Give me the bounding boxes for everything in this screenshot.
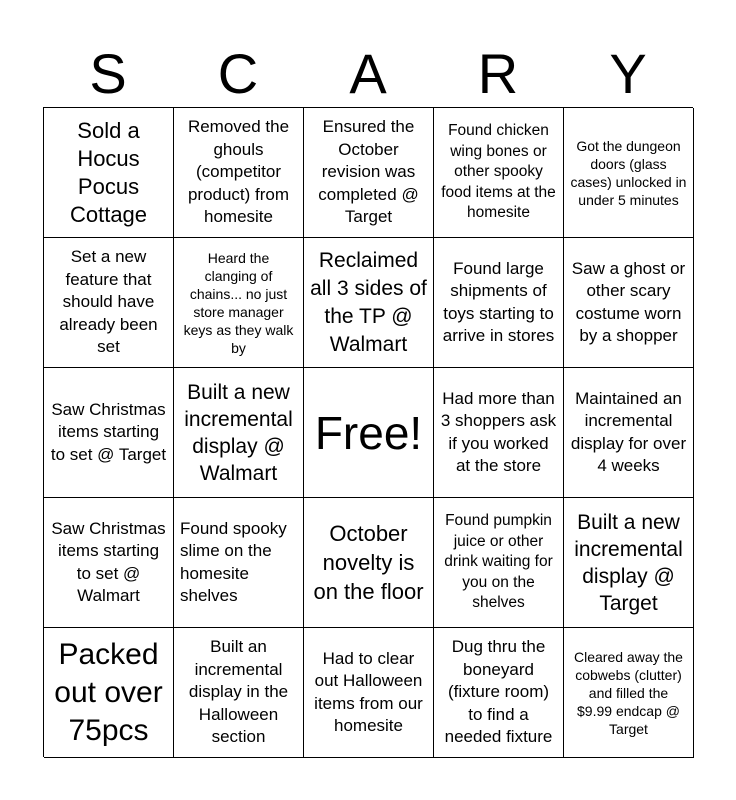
bingo-header xyxy=(43,40,693,108)
bingo-cell-r4-c0[interactable] xyxy=(44,628,174,758)
bingo-cell-r4-c1[interactable] xyxy=(174,628,304,758)
cell-text: Maintained an incremental display for over 4 weeks xyxy=(570,388,687,475)
cell-text: Saw Christmas items starting to set @ Target xyxy=(50,399,167,464)
bingo-cell-r0-c0[interactable] xyxy=(44,108,174,238)
cell-text: Had more than 3 shoppers ask if you worked at the store xyxy=(440,388,557,475)
bingo-cell-r1-c4[interactable] xyxy=(564,238,694,368)
bingo-cell-r4-c4[interactable] xyxy=(564,628,694,758)
bingo-cell-r4-c3[interactable] xyxy=(434,628,564,758)
bingo-cell-r0-c4[interactable] xyxy=(564,108,694,238)
cell-text: Got the dungeon doors (glass cases) unlocked in under 5 minutes xyxy=(570,137,687,208)
cell-text: Dug thru the boneyard (fixture room) to find a needed fixture xyxy=(444,637,553,747)
bingo-cell-r2-c4[interactable] xyxy=(564,368,694,498)
cell-text: Set a new feature that should have already been set xyxy=(59,247,158,357)
header-letter-c: C xyxy=(217,42,259,105)
cell-text: Had to clear out Halloween items from our homesite xyxy=(314,648,423,735)
cell-text: Found spooky slime on the homesite shelves xyxy=(180,518,287,605)
bingo-cell-r4-c2[interactable] xyxy=(304,628,434,758)
cell-text: Packed out over 75pcs xyxy=(54,637,163,747)
header-letter-y: Y xyxy=(609,42,647,105)
bingo-cell-r0-c2[interactable] xyxy=(304,108,434,238)
bingo-cell-free[interactable] xyxy=(304,368,434,498)
bingo-cell-r2-c1[interactable] xyxy=(174,368,304,498)
cell-text: Found pumpkin juice or other drink waiting for you on the shelves xyxy=(444,512,553,612)
cell-text: Saw Christmas items starting to set @ Walmart xyxy=(51,518,166,605)
cell-text: Ensured the October revision was completed @ Target xyxy=(318,117,419,227)
cell-text: Found large shipments of toys starting to arrive in stores xyxy=(442,258,555,345)
bingo-cell-r3-c2[interactable] xyxy=(304,498,434,628)
bingo-cell-r3-c0[interactable] xyxy=(44,498,174,628)
bingo-cell-r1-c3[interactable] xyxy=(434,238,564,368)
header-letter-r: R xyxy=(477,42,519,105)
header-letter-s: S xyxy=(89,42,127,105)
cell-text: Built a new incremental display @ Target xyxy=(574,510,683,615)
bingo-cell-r2-c0[interactable] xyxy=(44,368,174,498)
bingo-cell-r3-c3[interactable] xyxy=(434,498,564,628)
cell-text: Sold a Hocus Pocus Cottage xyxy=(69,117,148,227)
header-letter-a: A xyxy=(349,42,387,105)
bingo-cell-r3-c1[interactable] xyxy=(174,498,304,628)
bingo-cell-r0-c1[interactable] xyxy=(174,108,304,238)
cell-text: Built an incremental display in the Halloween section xyxy=(188,637,289,747)
cell-text: Found chicken wing bones or other spooky food items at the homesite xyxy=(441,122,556,222)
cell-text: Heard the clanging of chains... no just store manager keys as they walk by xyxy=(183,249,294,356)
cell-text: Saw a ghost or other scary costume worn by a shopper xyxy=(571,258,686,345)
bingo-cell-r1-c1[interactable] xyxy=(174,238,304,368)
bingo-cell-r1-c2[interactable] xyxy=(304,238,434,368)
cell-text: Built a new incremental display @ Walmart xyxy=(184,380,293,485)
cell-text: October novelty is on the floor xyxy=(313,521,424,604)
cell-text: Removed the ghouls (competitor product) from homesite xyxy=(187,117,290,227)
bingo-cell-r2-c3[interactable] xyxy=(434,368,564,498)
cell-text: Cleared away the cobwebs (clutter) and filled the $9.99 endcap @ Target xyxy=(574,648,683,737)
cell-text: Reclaimed all 3 sides of the TP @ Walmart xyxy=(310,248,427,356)
bingo-grid xyxy=(43,107,693,757)
bingo-cell-r3-c4[interactable] xyxy=(564,498,694,628)
bingo-cell-r0-c3[interactable] xyxy=(434,108,564,238)
free-space-text: Free! xyxy=(314,406,423,459)
bingo-cell-r1-c0[interactable] xyxy=(44,238,174,368)
